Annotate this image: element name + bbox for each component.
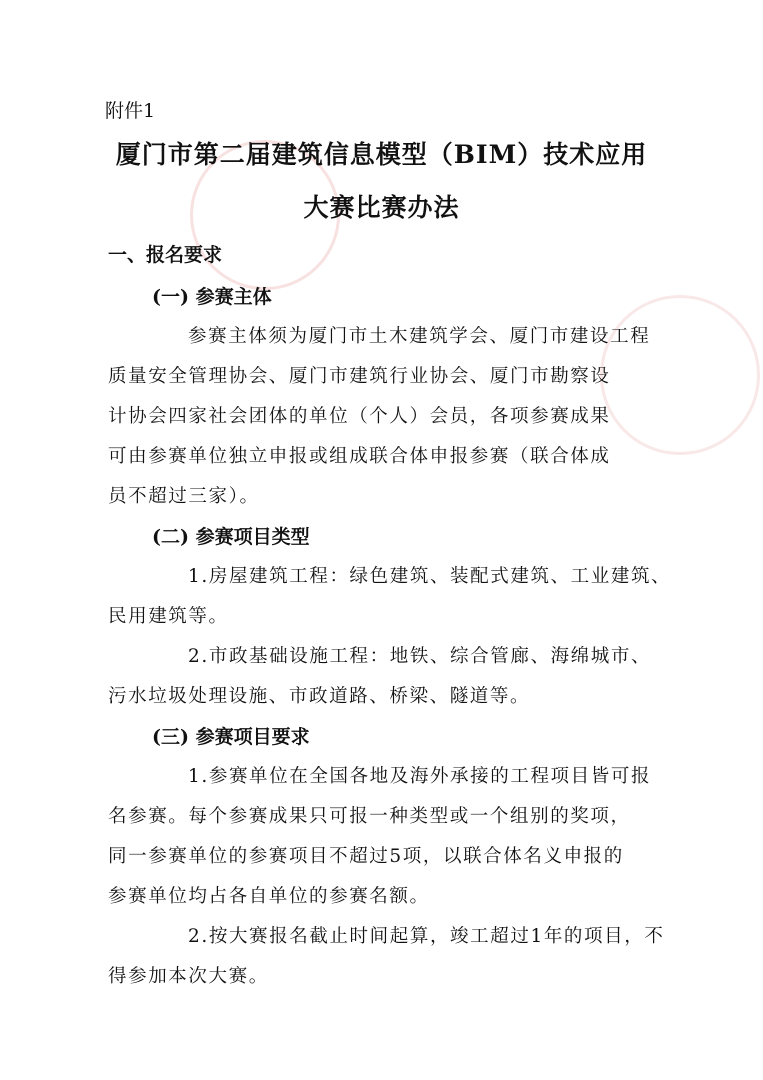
subsection-heading-project-types: (二) 参赛项目类型 (152, 526, 310, 548)
attachment-label: 附件1 (105, 100, 156, 122)
document-title-line-2: 大赛比赛办法 (303, 193, 460, 222)
paragraph-line: 员不超过三家）。 (108, 486, 260, 507)
subsection-heading-project-requirements: (三) 参赛项目要求 (152, 726, 310, 748)
paragraph-line: 2.按大赛报名截止时间起算，竣工超过1年的项目，不 (188, 926, 665, 947)
paragraph-line: 2.市政基础设施工程：地铁、综合管廊、海绵城市、 (188, 646, 652, 667)
paragraph-line: 1.房屋建筑工程：绿色建筑、装配式建筑、工业建筑、 (188, 566, 672, 587)
paragraph-line: 参赛主体须为厦门市土木建筑学会、厦门市建设工程 (188, 326, 651, 347)
subsection-heading-participants: (一) 参赛主体 (152, 286, 272, 308)
paragraph-line: 质量安全管理协会、厦门市建筑行业协会、厦门市勘察设 (108, 366, 611, 387)
paragraph-line: 参赛单位均占各自单位的参赛名额。 (108, 886, 430, 907)
paragraph-line: 1.参赛单位在全国各地及海外承接的工程项目皆可报 (188, 766, 652, 787)
section-heading-registration: 一、报名要求 (108, 244, 223, 266)
paragraph-line: 可由参赛单位独立申报或组成联合体申报参赛（联合体成 (108, 446, 611, 467)
paragraph-line: 计协会四家社会团体的单位（个人）会员，各项参赛成果 (108, 406, 611, 427)
document-title-line-1: 厦门市第二届建筑信息模型（BIM）技术应用 (115, 140, 648, 169)
paragraph-line: 同一参赛单位的参赛项目不超过5项，以联合体名义申报的 (108, 846, 624, 867)
paragraph-line: 得参加本次大赛。 (108, 966, 269, 987)
paragraph-line: 名参赛。每个参赛成果只可报一种类型或一个组别的奖项， (108, 806, 631, 827)
red-seal-watermark-right (600, 295, 760, 455)
paragraph-line: 污水垃圾处理设施、市政道路、桥梁、隧道等。 (108, 686, 531, 707)
paragraph-line: 民用建筑等。 (108, 606, 229, 627)
